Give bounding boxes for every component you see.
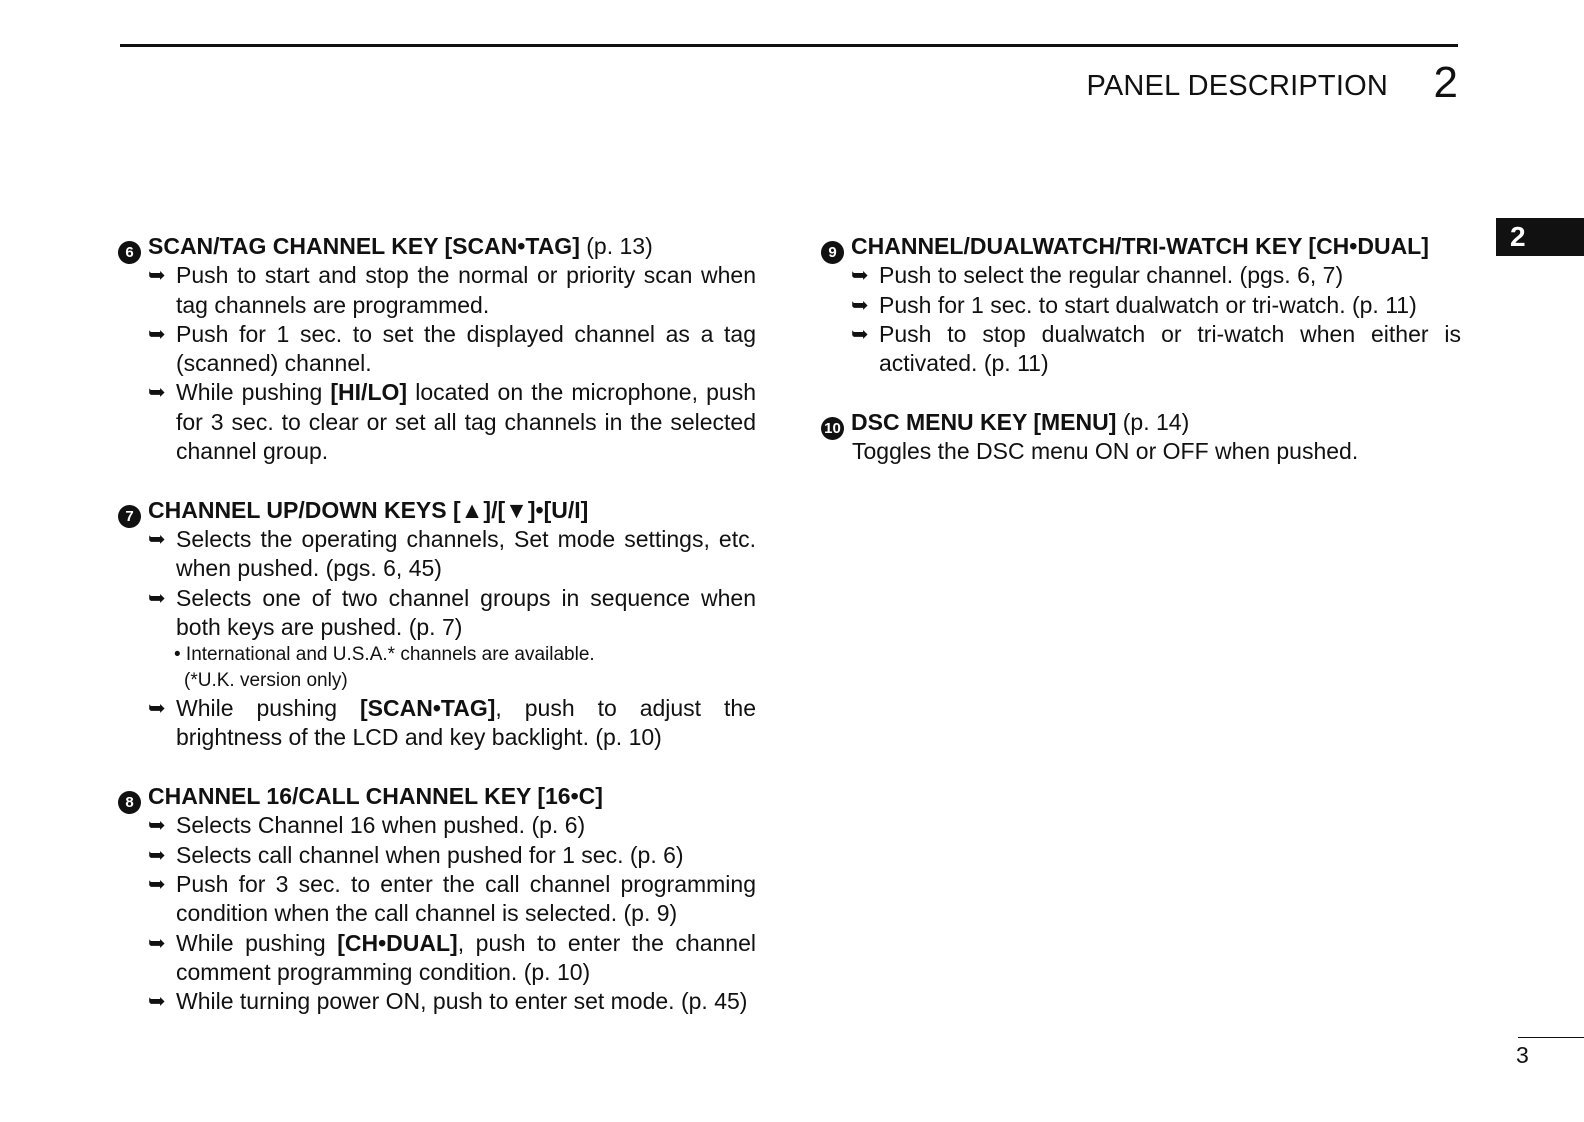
section-heading <box>118 496 756 525</box>
section-title: CHANNEL 16/CALL CHANNEL KEY [16•C] <box>148 783 603 810</box>
list-item: ➥ Push for 3 sec. to enter the call channel programming condition when the call channel is selected. (p. 9) <box>148 870 756 927</box>
footer-rule <box>1518 1037 1584 1038</box>
page-number: 3 <box>1516 1042 1529 1068</box>
arrow-right-icon: ➥ <box>851 322 869 346</box>
arrow-right-icon: ➥ <box>148 843 166 867</box>
header-title: PANEL DESCRIPTION <box>1086 70 1388 102</box>
top-rule <box>120 44 1458 47</box>
page-reference: (p. 13) <box>586 233 653 259</box>
circled-number-icon: 7 <box>118 505 141 528</box>
section-title: CHANNEL/DUALWATCH/TRI-WATCH KEY [CH•DUAL] <box>851 233 1429 259</box>
chapter-side-tab: 2 <box>1496 218 1584 256</box>
circled-number-icon: 9 <box>821 241 844 264</box>
section-heading <box>118 782 756 811</box>
key-label: [CH•DUAL] <box>337 929 458 956</box>
list-item: ➥ Selects the operating channels, Set mode settings, etc. when pushed. (pgs. 6, 45) <box>148 525 756 582</box>
section-heading <box>821 232 1461 261</box>
arrow-right-icon: ➥ <box>148 697 166 721</box>
section-channel-16-call <box>118 782 756 1016</box>
section-heading <box>118 232 756 261</box>
arrow-right-icon: ➥ <box>148 264 166 288</box>
arrow-right-icon: ➥ <box>148 872 166 896</box>
circled-number-icon: 8 <box>118 791 141 814</box>
section-channel-up-down <box>118 496 756 753</box>
list-item: ➥ Push to stop dualwatch or tri-watch when either is activated. (p. 11) <box>851 320 1461 377</box>
circled-number-icon: 10 <box>821 417 844 440</box>
list-item: ➥ While pushing [SCAN•TAG], push to adjust the brightness of the LCD and key backlight. (p. 10) <box>148 695 757 751</box>
section-title: SCAN/TAG CHANNEL KEY [SCAN•TAG] <box>148 233 580 259</box>
list-item: ➥ Selects Channel 16 when pushed. (p. 6) <box>118 811 756 840</box>
key-label: [HI/LO] <box>330 379 408 406</box>
right-column <box>821 232 1461 496</box>
arrow-right-icon: ➥ <box>851 264 869 288</box>
left-column <box>118 232 756 1046</box>
list-item: ➥ Selects one of two channel groups in sequence when both keys are pushed. (p. 7) <box>148 584 756 640</box>
note-text: (*U.K. version only) <box>184 670 348 692</box>
arrow-right-icon: ➥ <box>851 293 869 317</box>
section-scan-tag <box>118 232 756 466</box>
page-reference: (p. 14) <box>1122 408 1190 435</box>
list-item: ➥ Push to start and stop the normal or priority scan when tag channels are programmed. <box>148 262 756 318</box>
arrow-right-icon: ➥ <box>148 322 166 346</box>
arrow-right-icon: ➥ <box>148 527 166 551</box>
list-item: ➥ Push for 1 sec. to set the displayed channel as a tag (scanned) channel. <box>148 320 756 377</box>
arrow-right-icon: ➥ <box>148 990 166 1014</box>
circled-number-icon: 6 <box>118 241 141 264</box>
list-item: ➥ Push to select the regular channel. (pgs. 6, 7) <box>821 261 1461 290</box>
section-dsc-menu <box>821 408 1461 467</box>
key-label: [SCAN•TAG] <box>360 695 496 722</box>
section-description: Toggles the DSC menu ON or OFF when pushed. <box>852 438 1359 465</box>
list-item: ➥ While turning power ON, push to enter set mode. (p. 45) <box>118 987 756 1016</box>
arrow-right-icon: ➥ <box>148 381 166 405</box>
section-heading <box>821 408 1461 437</box>
note-text: • International and U.S.A.* channels are available. <box>174 644 595 666</box>
chapter-number: 2 <box>1433 58 1458 107</box>
list-item: ➥ While pushing [CH•DUAL], push to enter the channel comment programming condition. (p. 10) <box>148 929 756 985</box>
list-item: ➥ Selects call channel when pushed for 1 sec. (p. 6) <box>118 841 756 870</box>
section-title: DSC MENU KEY [MENU] <box>851 408 1117 435</box>
arrow-right-icon: ➥ <box>148 814 166 838</box>
arrow-right-icon: ➥ <box>148 931 166 955</box>
arrow-right-icon: ➥ <box>148 586 166 610</box>
section-title: CHANNEL UP/DOWN KEYS [▲]/[▼]•[U/I] <box>148 496 589 523</box>
list-item: ➥ Push for 1 sec. to start dualwatch or tri-watch. (p. 11) <box>821 291 1461 320</box>
list-item: ➥ While pushing [HI/LO] located on the microphone, push for 3 sec. to clear or set all tag channels in the selected channel group. <box>148 379 756 465</box>
section-channel-dualwatch <box>821 232 1461 378</box>
